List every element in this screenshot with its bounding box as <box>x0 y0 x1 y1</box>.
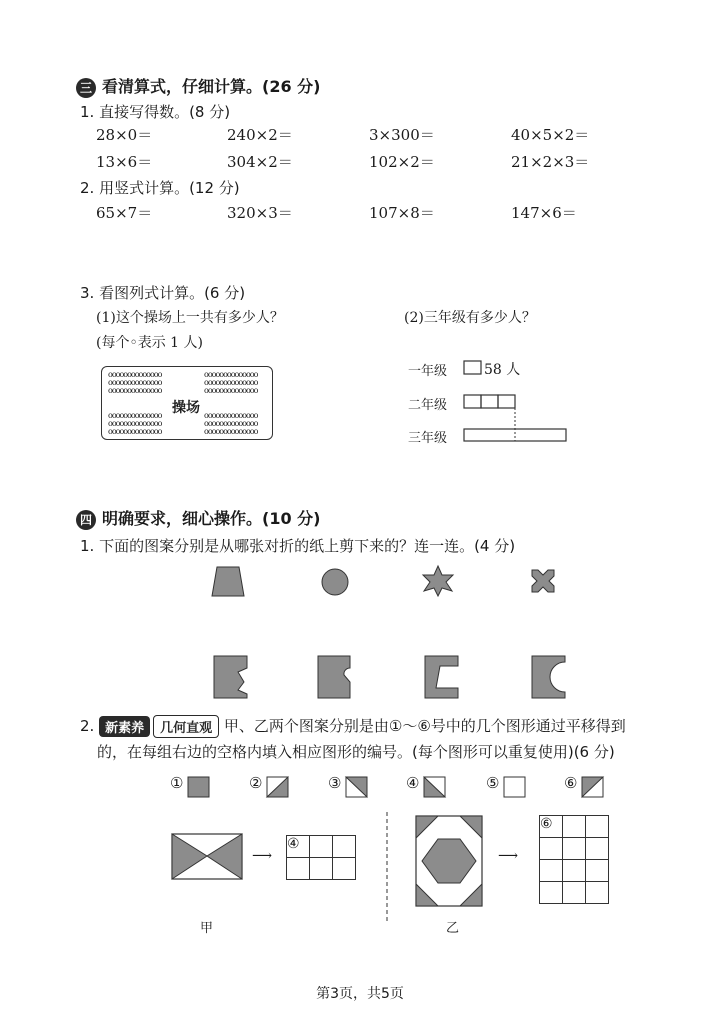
q3-sub1-note: (每个◦表示 1 人) <box>96 335 203 351</box>
dots-bottom-right: oooooooooooooo oooooooooooooo oooooooooooooo <box>204 411 258 436</box>
bar-grade1 <box>464 361 481 374</box>
dots-top-left: oooooooooooooo oooooooooooooo oooooooooooooo <box>108 370 162 395</box>
dashed-divider <box>385 812 389 922</box>
folded-paper-3 <box>425 656 458 698</box>
q1-label: 1. 直接写得数。(8 分) <box>80 103 231 121</box>
bar-grade2-part <box>498 395 515 408</box>
grid-cell[interactable] <box>563 816 586 838</box>
folded-paper-4 <box>532 656 565 698</box>
grid-cell[interactable] <box>310 858 333 880</box>
q2-line1-text: 甲、乙两个图案分别是由①～⑥号中的几个图形通过平移得到 <box>223 717 626 735</box>
star-shape <box>423 566 453 596</box>
pattern-yi <box>414 814 486 910</box>
expr: 3×300＝ <box>369 126 435 144</box>
page-footer: 第3页，共5页 <box>316 986 404 1002</box>
bar-grade3 <box>464 429 566 441</box>
section4-title: 明确要求，细心操作。(10 分) <box>102 509 321 528</box>
unit-shape-1 <box>188 777 209 797</box>
answer-grid-jia[interactable] <box>286 835 356 880</box>
arrow-jia: ⟶ <box>252 848 273 864</box>
expr: 240×2＝ <box>227 126 293 144</box>
q3-label: 3. 看图列式计算。(6 分) <box>80 284 246 302</box>
bar-grade2-part <box>464 395 481 408</box>
bar-value-grade1: 58 人 <box>484 362 521 378</box>
expr: 102×2＝ <box>369 153 435 171</box>
section3-heading <box>76 74 320 98</box>
grid-cell[interactable]: ④ <box>287 836 310 858</box>
tag-new-literacy: 新素养 <box>99 716 150 737</box>
shape-number-5: ⑤ <box>486 774 500 792</box>
expr: 21×2×3＝ <box>511 153 590 171</box>
cut-shapes-row <box>200 560 570 610</box>
folded-papers-row <box>200 648 570 706</box>
expr: 13×6＝ <box>96 153 153 171</box>
section4-heading <box>76 506 320 530</box>
expr: 147×6＝ <box>511 204 577 222</box>
unit-shape-5 <box>504 777 525 797</box>
section3-badge: 三 <box>76 78 96 98</box>
grid-cell[interactable] <box>563 838 586 860</box>
section4-badge: 四 <box>76 510 96 530</box>
grid-cell[interactable] <box>333 836 356 858</box>
section3-title: 看清算式，仔细计算。(26 分) <box>102 77 321 96</box>
expr: 320×3＝ <box>227 204 293 222</box>
playground-field <box>101 366 273 440</box>
expr: 28×0＝ <box>96 126 153 144</box>
bar-grade2-part <box>481 395 498 408</box>
trapezoid-shape <box>212 567 244 596</box>
unit-shapes <box>186 775 606 799</box>
circle-shape <box>322 569 348 595</box>
arrow-yi: ⟶ <box>498 848 519 864</box>
bar-label-grade2: 二年级 <box>408 398 448 413</box>
grid-cell[interactable] <box>563 860 586 882</box>
shape-number-1: ① <box>170 774 184 792</box>
folded-paper-1 <box>214 656 247 698</box>
dots-bottom-left: oooooooooooooo oooooooooooooo oooooooooooooo <box>108 411 162 436</box>
cross-shape <box>532 570 554 592</box>
expr: 304×2＝ <box>227 153 293 171</box>
grid-cell[interactable] <box>563 882 586 904</box>
expr: 65×7＝ <box>96 204 153 222</box>
bar-label-grade1: 一年级 <box>408 364 448 379</box>
s4-q2-line2: 的，在每组右边的空格内填入相应图形的编号。(每个图形可以重复使用)(6 分) <box>97 743 615 761</box>
label-jia: 甲 <box>200 921 214 936</box>
dots-top-right: oooooooooooooo oooooooooooooo oooooooooooooo <box>204 370 258 395</box>
q2-label: 2. 用竖式计算。(12 分) <box>80 179 240 197</box>
grid-cell[interactable] <box>586 816 609 838</box>
grid-cell[interactable] <box>586 838 609 860</box>
shape-number-4: ④ <box>406 774 420 792</box>
grid-cell[interactable] <box>333 858 356 880</box>
tag-geometry-intuition: 几何直观 <box>153 715 219 738</box>
answer-grid-yi[interactable] <box>539 815 609 904</box>
grid-cell[interactable]: ⑥ <box>540 816 563 838</box>
pattern-jia <box>170 832 245 882</box>
bar-label-grade3: 三年级 <box>408 431 448 446</box>
shape-number-2: ② <box>249 774 263 792</box>
shape-number-3: ③ <box>328 774 342 792</box>
label-yi: 乙 <box>446 921 460 936</box>
playground-label: 操场 <box>172 400 200 416</box>
grid-cell[interactable] <box>586 860 609 882</box>
grid-cell[interactable] <box>586 882 609 904</box>
grid-cell[interactable] <box>287 858 310 880</box>
grid-cell[interactable] <box>540 860 563 882</box>
s4-q1-label: 1. 下面的图案分别是从哪张对折的纸上剪下来的？连一连。(4 分) <box>80 537 516 555</box>
q2-number: 2. <box>80 717 95 735</box>
s4-q2-line1 <box>80 715 626 738</box>
expr: 107×8＝ <box>369 204 435 222</box>
grid-cell[interactable] <box>540 882 563 904</box>
q3-sub1: (1)这个操场上一共有多少人？ <box>96 310 284 326</box>
bar-diagram <box>460 355 575 450</box>
q3-sub2: (2)三年级有多少人？ <box>404 310 536 326</box>
expr: 40×5×2＝ <box>511 126 590 144</box>
grid-cell[interactable] <box>540 838 563 860</box>
shape-number-6: ⑥ <box>564 774 578 792</box>
folded-paper-2 <box>318 656 350 698</box>
grid-cell[interactable] <box>310 836 333 858</box>
